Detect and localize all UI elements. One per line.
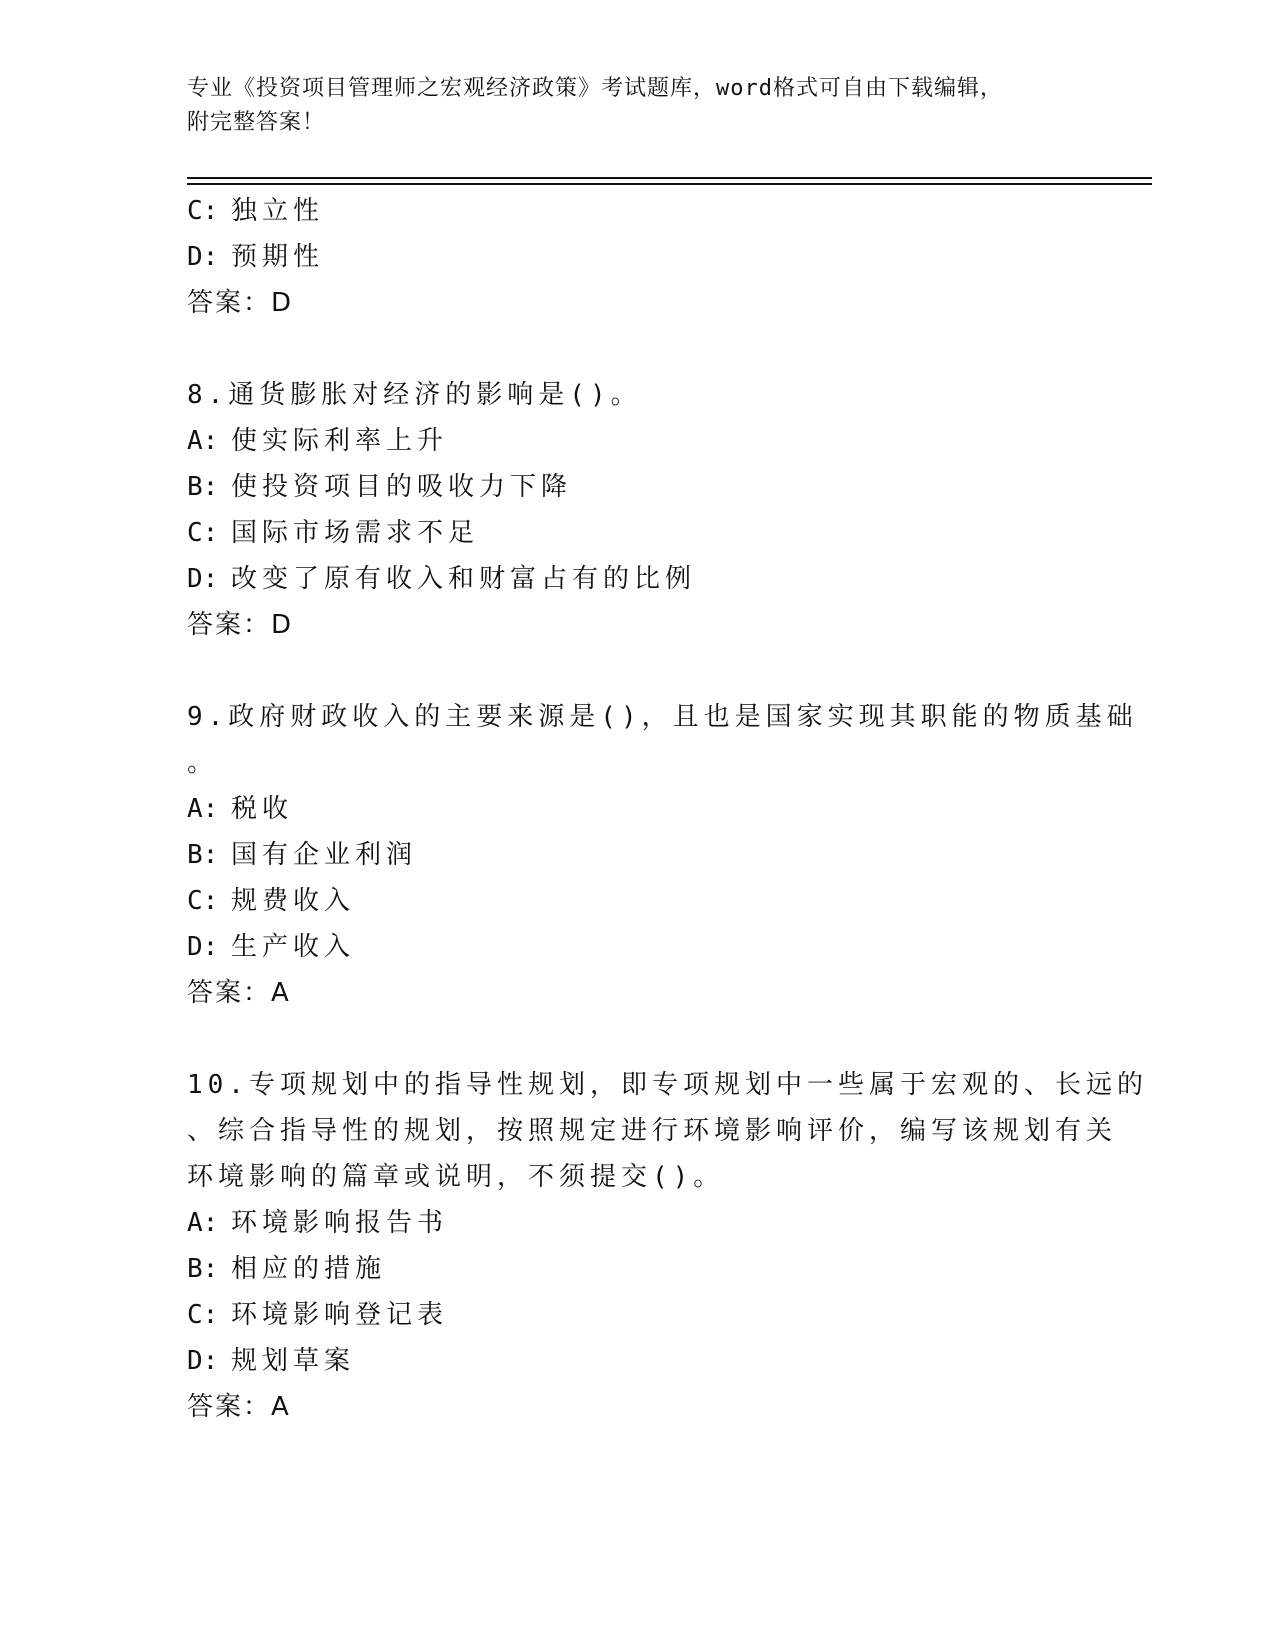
spacer (187, 1016, 1087, 1062)
option-c (187, 188, 1087, 234)
option-letter: D: (187, 564, 219, 594)
option-text: 使实际利率上升 (231, 426, 449, 456)
question-text: 9.政府财政收入的主要来源是()，且也是国家实现其职能的物质基础 (187, 702, 1138, 732)
question-7-continued (187, 188, 1087, 326)
option-text: 税收 (231, 794, 294, 824)
option-a (187, 1200, 1087, 1246)
question-9 (187, 694, 1138, 1016)
option-a (187, 786, 1087, 832)
option-letter: B: (187, 840, 219, 870)
answer-line: 答案：D (187, 610, 294, 640)
question-text: 8.通货膨胀对经济的影响是()。 (187, 380, 642, 410)
header-divider-bottom (187, 183, 1152, 185)
spacer (187, 648, 1087, 694)
answer-line: 答案：A (187, 978, 291, 1008)
question-list (187, 188, 1148, 1430)
option-text: 独立性 (231, 196, 325, 226)
option-text: 生产收入 (231, 932, 356, 962)
header-line-1: 专业《投资项目管理师之宏观经济政策》考试题库，word格式可自由下载编辑， (187, 76, 1003, 101)
question-10 (187, 1062, 1148, 1430)
question-8 (187, 372, 1087, 648)
question-text-continued: 环境影响的篇章或说明，不须提交()。 (187, 1162, 725, 1192)
header-line-2: 附完整答案！ (187, 110, 326, 135)
answer-line: 答案：A (187, 1392, 291, 1422)
option-b (187, 1246, 1087, 1292)
option-letter: A: (187, 794, 219, 824)
option-b (187, 464, 1087, 510)
option-text: 使投资项目的吸收力下降 (231, 472, 573, 502)
option-d (187, 234, 1087, 280)
option-letter: C: (187, 1300, 219, 1330)
option-letter: C: (187, 196, 219, 226)
header-divider-top (187, 177, 1152, 179)
option-text: 规费收入 (231, 886, 356, 916)
option-letter: B: (187, 1254, 219, 1284)
option-letter: D: (187, 242, 219, 272)
question-text-continued: 。 (187, 748, 219, 778)
option-text: 相应的措施 (231, 1254, 387, 1284)
option-text: 国有企业利润 (231, 840, 418, 870)
option-letter: A: (187, 426, 219, 456)
option-c (187, 1292, 1087, 1338)
answer-line: 答案：D (187, 288, 294, 318)
option-d (187, 1338, 1087, 1384)
option-text: 预期性 (231, 242, 325, 272)
option-letter: C: (187, 518, 219, 548)
option-text: 改变了原有收入和财富占有的比例 (231, 564, 697, 594)
option-d (187, 556, 1087, 602)
option-b (187, 832, 1087, 878)
document-header (187, 72, 1067, 140)
option-text: 环境影响登记表 (231, 1300, 449, 1330)
option-c (187, 510, 1087, 556)
option-a (187, 418, 1087, 464)
option-letter: D: (187, 932, 219, 962)
option-text: 规划草案 (231, 1346, 356, 1376)
question-text-continued: 、综合指导性的规划，按照规定进行环境影响评价，编写该规划有关 (187, 1116, 1118, 1146)
spacer (187, 326, 1087, 372)
option-letter: C: (187, 886, 219, 916)
option-d (187, 924, 1087, 970)
question-text: 10.专项规划中的指导性规划，即专项规划中一些属于宏观的、长远的 (187, 1070, 1148, 1100)
option-text: 环境影响报告书 (231, 1208, 449, 1238)
option-letter: B: (187, 472, 219, 502)
option-text: 国际市场需求不足 (231, 518, 480, 548)
option-letter: D: (187, 1346, 219, 1376)
option-c (187, 878, 1087, 924)
option-letter: A: (187, 1208, 219, 1238)
